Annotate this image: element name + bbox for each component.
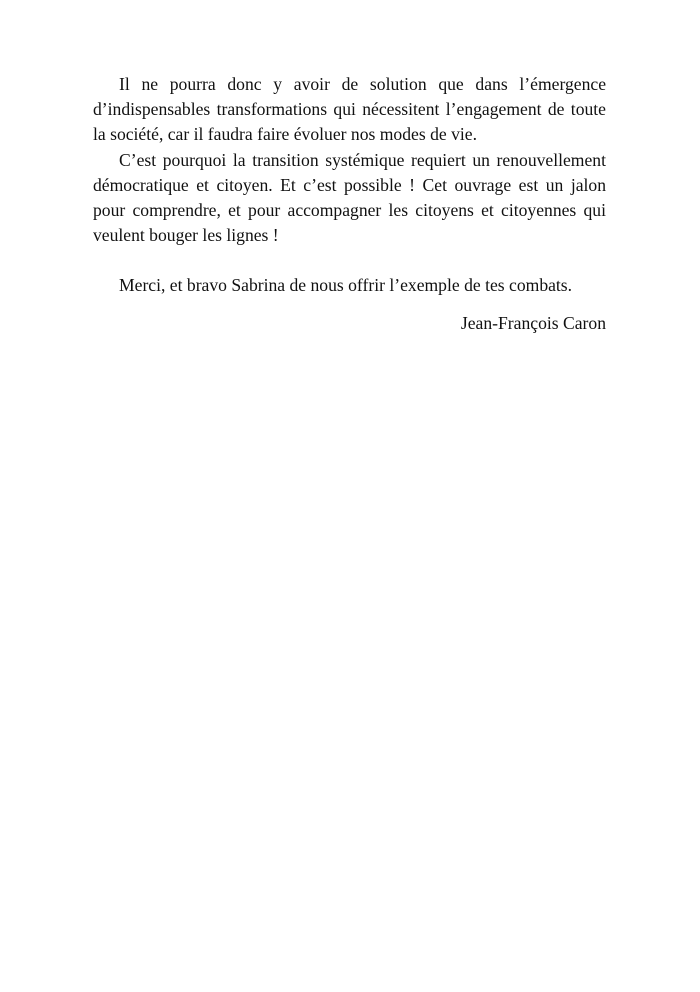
paragraph-gap bbox=[93, 248, 606, 273]
body-text bbox=[93, 72, 606, 336]
signature: Jean-François Caron bbox=[460, 312, 606, 333]
paragraph-solution: Il ne pourra donc y avoir de solution que dans l’émergence d’indispensables transformations qui nécessitent l’engagement de toute la société, car il faudra faire évoluer nos modes de vie. bbox=[93, 74, 606, 145]
paragraph-thanks: Merci, et bravo Sabrina de nous offrir l’exemple de tes combats. bbox=[119, 275, 573, 296]
paragraph-transition: C’est pourquoi la transition systémique requiert un renouvellement démocratique et citoyen. Et c’est possible ! Cet ouvrage est un jalon pour comprendre, et pour accompagner les citoyens et citoyennes qui veulent bouger les lignes ! bbox=[93, 149, 606, 246]
